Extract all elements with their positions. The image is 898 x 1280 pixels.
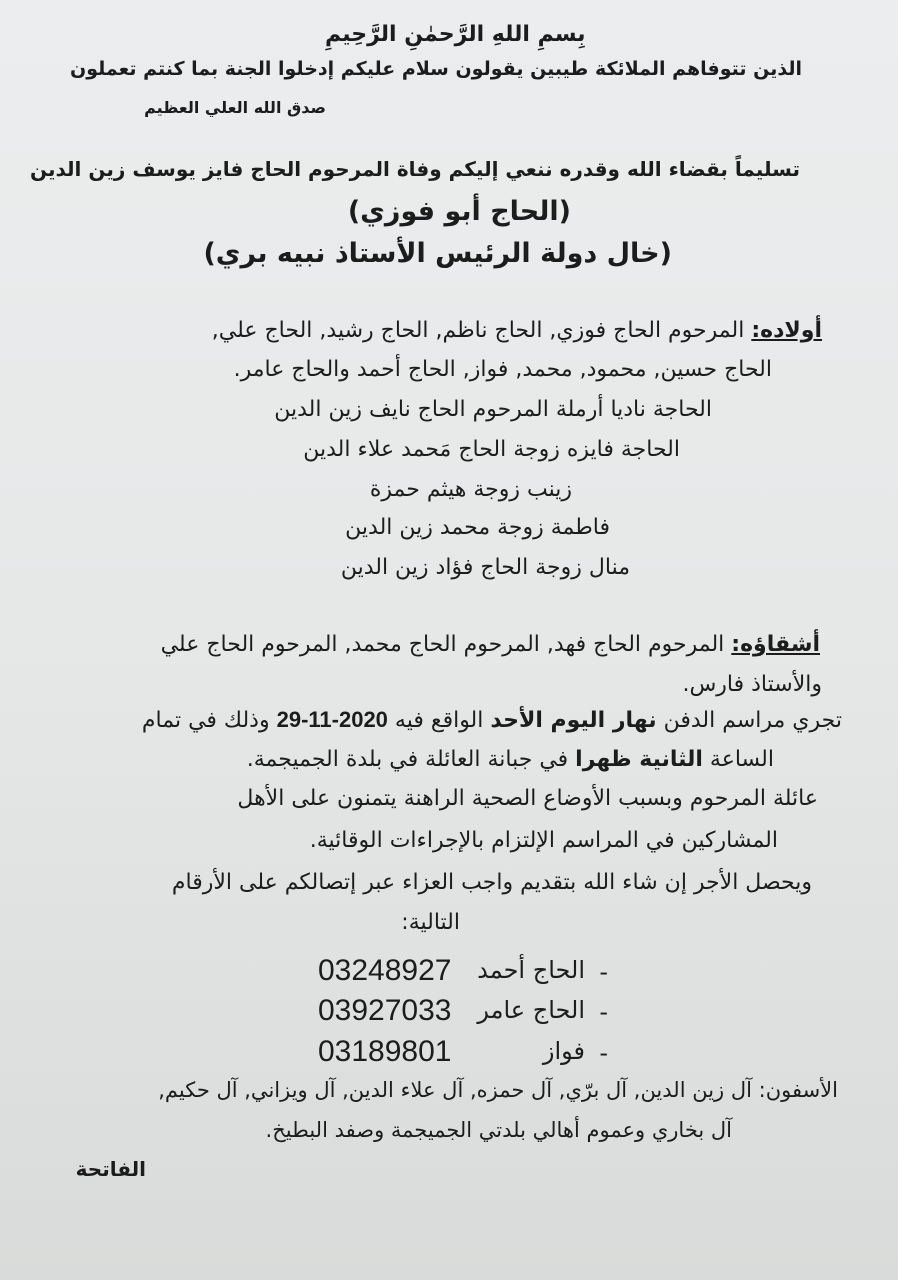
daughter-1: الحاجة ناديا أرملة المرحوم الحاج نايف زين الدين [274, 397, 712, 422]
children-sons: المرحوم الحاج فوزي, الحاج ناظم, الحاج رشيد, الحاج علي, [211, 318, 752, 343]
siblings-line-2: والأستاذ فارس. [682, 672, 822, 697]
siblings-names: المرحوم الحاج فهد, المرحوم الحاج محمد, المرحوم الحاج علي [160, 632, 732, 657]
mourners-line-2: آل بخاري وعموم أهالي بلدتي الجميجمة وصفد البطيخ. [265, 1118, 732, 1142]
health-line-2: المشاركين في المراسم الإلتزام بالإجراءات الوقائية. [309, 828, 778, 853]
contact-dash: - [599, 998, 608, 1026]
daughter-2: الحاجة فايزه زوجة الحاج مَحمد علاء الدين [303, 437, 680, 462]
contact-phone: 03189801 [318, 1035, 452, 1068]
funeral-time-pre: الساعة [702, 747, 774, 772]
relation: (خال دولة الرئيس الأستاذ نبيه بري) [203, 238, 672, 269]
funeral-place: في جبانة العائلة في بلدة الجميجمة. [246, 747, 576, 772]
sadaq-line: صدق الله العلي العظيم [144, 98, 326, 117]
daughter-4: فاطمة زوجة محمد زين الدين [345, 515, 610, 540]
contact-dash: - [599, 958, 608, 986]
children-label: أولاده: [751, 318, 822, 343]
funeral-time: الثانية ظهرا [575, 747, 703, 772]
daughter-5: منال زوجة الحاج فؤاد زين الدين [340, 555, 630, 580]
contact-name: الحاج عامر [477, 996, 585, 1024]
funeral-date: 29-11-2020 [276, 707, 388, 732]
mourners-line-1: الأسفون: آل زين الدين, آل برّي, آل حمزه, آل علاء الدين, آل ويزاني, آل حكيم, [158, 1078, 838, 1102]
children-line-1 [212, 318, 822, 343]
funeral-day: نهار اليوم الأحد [490, 708, 657, 733]
funeral-text-a: تجري مراسم الدفن [656, 708, 842, 733]
funeral-line-1 [142, 707, 842, 733]
funeral-text-b: الواقع فيه [387, 708, 491, 733]
nickname: (الحاج أبو فوزي) [347, 196, 571, 227]
basmala: بِسمِ اللهِ الرَّحمٰنِ الرَّحِيمِ [325, 22, 586, 47]
daughter-3: زينب زوجة هيثم حمزة [369, 477, 572, 502]
contact-phone: 03927033 [318, 994, 452, 1027]
children-line-2: الحاج حسين, محمود, محمد, فواز, الحاج أحمد والحاج عامر. [233, 357, 772, 382]
condolence-line-1: ويحصل الأجر إن شاء الله بتقديم واجب العزاء عبر إتصالكم على الأرقام [171, 870, 812, 895]
siblings-label: أشقاؤه: [731, 632, 820, 657]
health-line-1: عائلة المرحوم وبسبب الأوضاع الصحية الراهنة يتمنون على الأهل [237, 786, 818, 811]
contact-name: الحاج أحمد [477, 956, 585, 984]
contact-phone: 03248927 [318, 954, 452, 987]
condolence-line-2: التالية: [401, 910, 460, 935]
funeral-text-c: وذلك في تمام [141, 708, 277, 733]
contact-dash: - [599, 1039, 608, 1067]
siblings-line-1 [161, 632, 820, 657]
closing-fatiha: الفاتحة [75, 1157, 146, 1181]
death-announcement: تسليماً بقضاء الله وقدره ننعي إليكم وفاة المرحوم الحاج فايز يوسف زين الدين [29, 157, 800, 181]
contact-name: فواز [542, 1037, 585, 1065]
quran-verse: الذين تتوفاهم الملائكة طيبين يقولون سلام عليكم إدخلوا الجنة بما كنتم تعملون [69, 58, 802, 80]
funeral-line-2 [247, 747, 774, 772]
